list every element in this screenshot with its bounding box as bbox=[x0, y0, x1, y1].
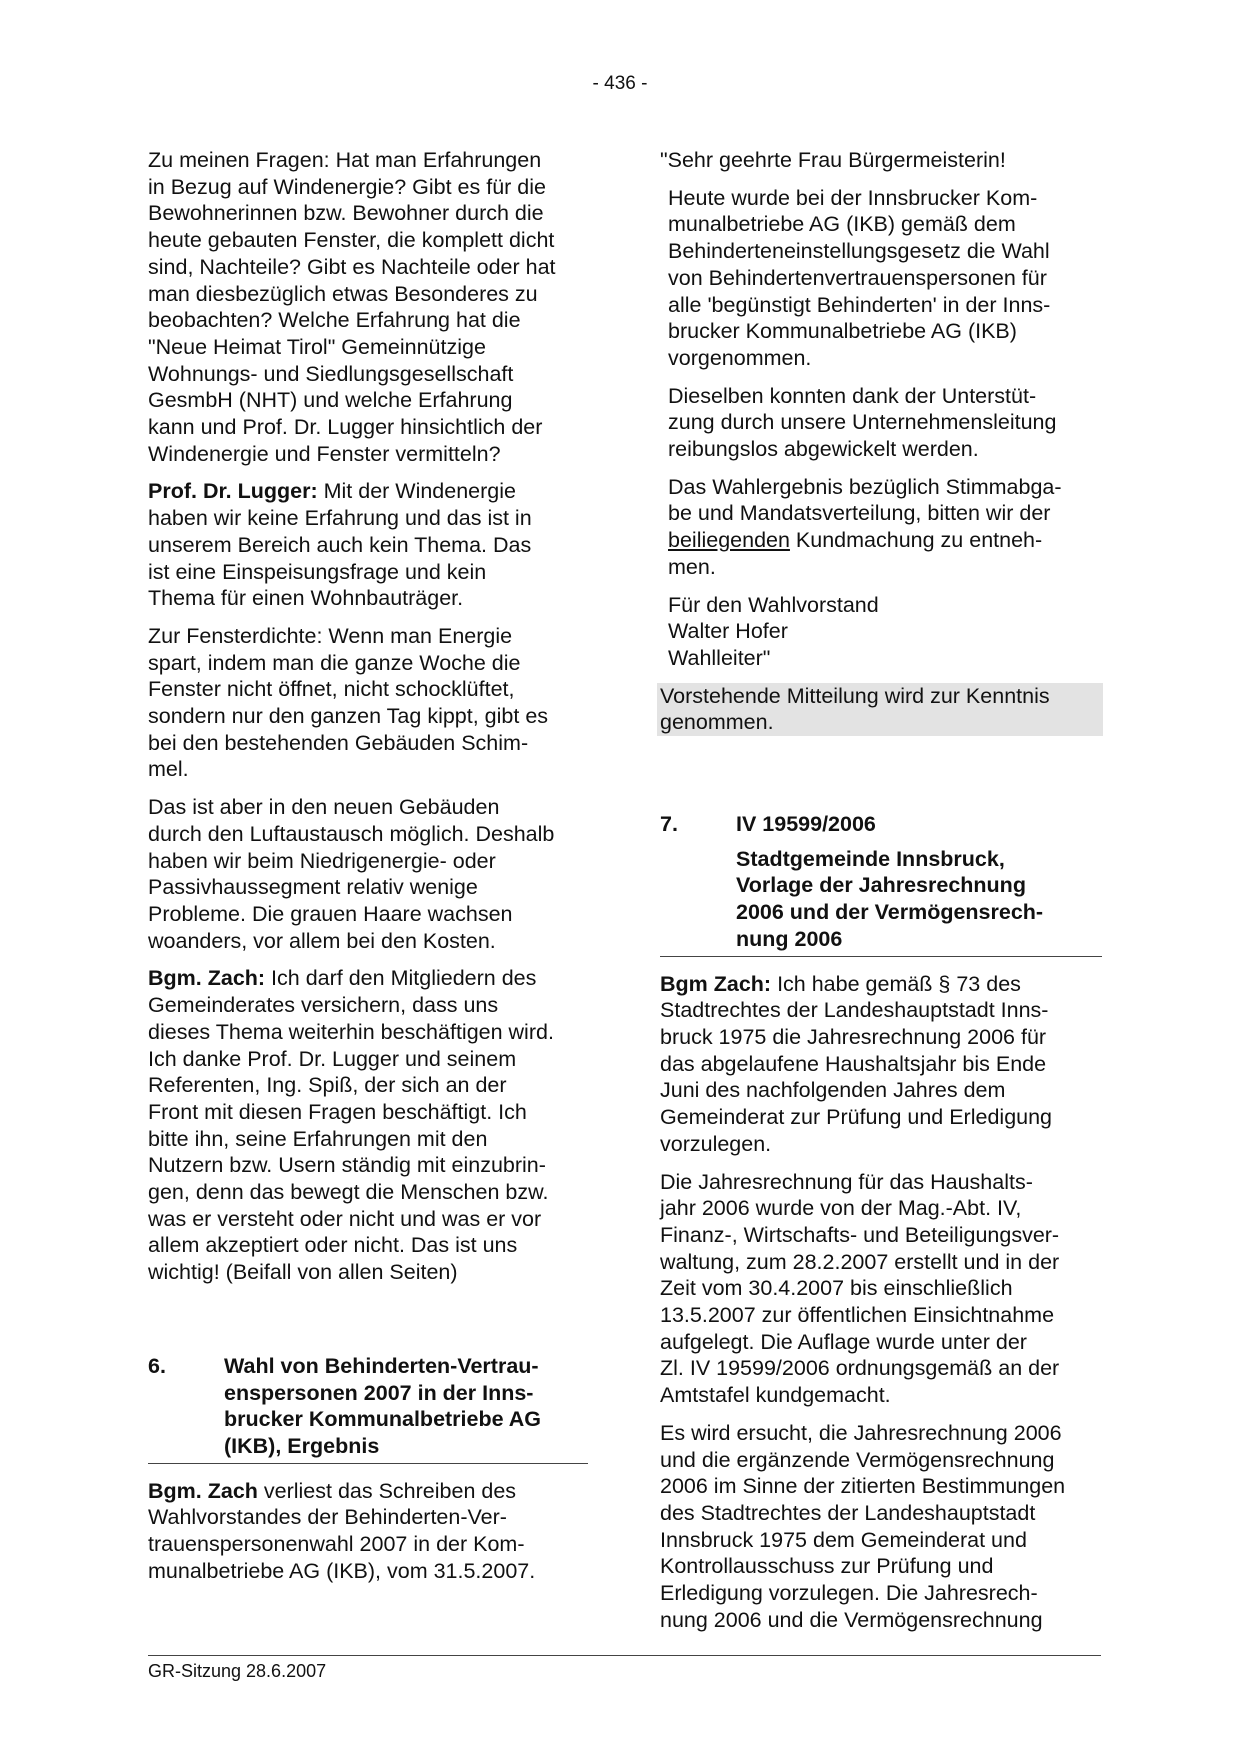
paragraph-zach-73 bbox=[660, 971, 1102, 1158]
paragraph-zach-reads bbox=[148, 1478, 588, 1585]
paragraph-zach-thanks bbox=[148, 965, 588, 1285]
paragraph-text: Kundmachung zu entneh- men. bbox=[668, 528, 1043, 579]
paragraph-neue-gebaeude: Das ist aber in den neuen Gebäuden durch den Luftaustausch möglich. Deshalb haben wir beim Niedrigenergie- oder Passivhaussegment relativ wenige Probleme. Die grauen Haare wachsen woanders, vor allem bei den Kosten. bbox=[148, 795, 555, 953]
section-number: 6. bbox=[148, 1353, 166, 1378]
letter-paragraph-3 bbox=[660, 474, 1102, 581]
footer-session-date: GR-Sitzung 28.6.2007 bbox=[148, 1661, 327, 1681]
paragraph-question: Zu meinen Fragen: Hat man Erfahrungen in Bezug auf Windenergie? Gibt es für die Bewohnerinnen bzw. Bewohner durch die heute gebauten Fenster, die komplett dicht sind, Nachteile? Gibt es Nachteile oder hat man diesbezüglich etwas Besonderes zu beobachten? Welche Erfahrung hat die "Neue Heimat Tirol" Gemeinnützige Wohnungs- und Siedlungsgesellschaft GesmbH (NHT) und welche Erfahrung kann und Prof. Dr. Lugger hinsichtlich der Windenergie und Fenster vermitteln? bbox=[148, 148, 556, 466]
speaker-name: Bgm. Zach bbox=[148, 1478, 258, 1503]
speaker-name: Bgm Zach: bbox=[660, 971, 772, 996]
section-title: Wahl von Behinderten-Vertrau- enspersonen 2007 in der Inns- brucker Kommunalbetriebe AG (IKB), Ergebnis bbox=[224, 1353, 541, 1458]
letter-signature: Für den Wahlvorstand Walter Hofer Wahlleiter" bbox=[668, 592, 879, 670]
letter-paragraph-1: Heute wurde bei der Innsbrucker Kom- munalbetriebe AG (IKB) gemäß dem Behinderteneinstellungsgesetz die Wahl von Behindertenvertrauenspersonen für alle 'begünstigt Behinderten' in der Inns- brucker Kommunalbetriebe AG (IKB) vorgenommen. bbox=[668, 185, 1051, 370]
speaker-name: Bgm. Zach: bbox=[148, 966, 266, 991]
paragraph-text: Ich darf den Mitgliedern des Gemeinderates versichern, dass uns dieses Thema weiterhin beschäftigen wird. Ich danke Prof. Dr. Lugger und seinem Referenten, Ing. Spiß, der sich an der Front mit diesen Fragen beschäftigt. Ich bitte ihn, seine Erfahrungen mit den Nutzern bzw. Usern ständig mit einzubrin- gen, denn das bewegt die Menschen bzw. was er versteht oder nicht und was er vor allem akzeptiert oder nicht. Das ist uns wichtig! (Beifall von allen Seiten) bbox=[148, 966, 554, 1285]
section-7-ref-line bbox=[660, 811, 1102, 838]
paragraph-text: Das Wahlergebnis bezüglich Stimmabga- be und Mandatsverteilung, bitten wir der bbox=[668, 474, 1062, 526]
paragraph-jahresrechnung: Die Jahresrechnung für das Haushalts- jahr 2006 wurde von der Mag.-Abt. IV, Finanz-, Wirtschafts- und Beteiligungsver- waltung, zum 28.2.2007 erstellt und in der Zeit vom 30.4.2007 bis einschließlich 13.5.2007 zur öffentlichen Einsichtnahme aufgelegt. Die Auflage wurde unter der Zl. IV 19599/2006 ordnungsgemäß an der Amtstafel kundgemacht. bbox=[660, 1169, 1060, 1408]
underlined-word: beiliegenden bbox=[668, 528, 790, 553]
paragraph-lugger-wind bbox=[148, 478, 588, 612]
footer-divider bbox=[148, 1655, 1101, 1656]
notice-shaded: Vorstehende Mitteilung wird zur Kenntnis genommen. bbox=[657, 683, 1103, 736]
section-title: Stadtgemeinde Innsbruck, Vorlage der Jahresrechnung 2006 und der Vermögensrech- nung 2006 bbox=[736, 846, 1044, 951]
speaker-name: Prof. Dr. Lugger: bbox=[148, 479, 318, 504]
paragraph-fensterdichte: Zur Fensterdichte: Wenn man Energie spart, indem man die ganze Woche die Fenster nicht öffnet, nicht schocklüftet, sondern nur den ganzen Tag kippt, gibt es bei den bestehenden Gebäuden Schim- mel. bbox=[148, 623, 549, 782]
paragraph-text: Ich habe gemäß § 73 des Stadtrechtes der Landeshauptstadt Inns- bruck 1975 die Jahresrechnung 2006 für das abgelaufene Haushaltsjahr bis Ende Juni des nachfolgenden Jahres dem Gemeinderat zur Prüfung und Erledigung vorzulegen. bbox=[660, 971, 1053, 1156]
paragraph-text: verliest das Schreiben des Wahlvorstandes der Behinderten-Ver- trauenspersonenwahl 2007 in der Kom- munalbetriebe AG (IKB), vom 31.5.2007. bbox=[148, 1478, 536, 1583]
right-column bbox=[660, 147, 1102, 1644]
paragraph-text: Mit der Windenergie haben wir keine Erfahrung und das ist in unserem Bereich auch kein Thema. Das ist eine Einspeisungsfrage und kein Thema für einen Wohnbauträger. bbox=[148, 479, 532, 611]
page-number: - 436 - bbox=[592, 73, 648, 94]
left-column bbox=[148, 147, 588, 1595]
section-number: 7. bbox=[660, 812, 678, 837]
section-reference: IV 19599/2006 bbox=[736, 812, 876, 837]
section-6-heading bbox=[148, 1353, 588, 1464]
letter-paragraph-2: Dieselben konnten dank der Unterstüt- zung durch unsere Unternehmensleitung reibungslos abgewickelt werden. bbox=[668, 383, 1057, 462]
section-7-heading bbox=[660, 846, 1102, 957]
paragraph-ersucht: Es wird ersucht, die Jahresrechnung 2006 und die ergänzende Vermögensrechnung 2006 im Sinne der zitierten Bestimmungen des Stadtrechtes der Landeshauptstadt Innsbruck 1975 dem Gemeinderat und Kontrollausschuss zur Prüfung und Erledigung vorzulegen. Die Jahresrech- nung 2006 und die Vermögensrechnung bbox=[660, 1420, 1066, 1632]
letter-salutation: "Sehr geehrte Frau Bürgermeisterin! bbox=[660, 148, 1006, 172]
